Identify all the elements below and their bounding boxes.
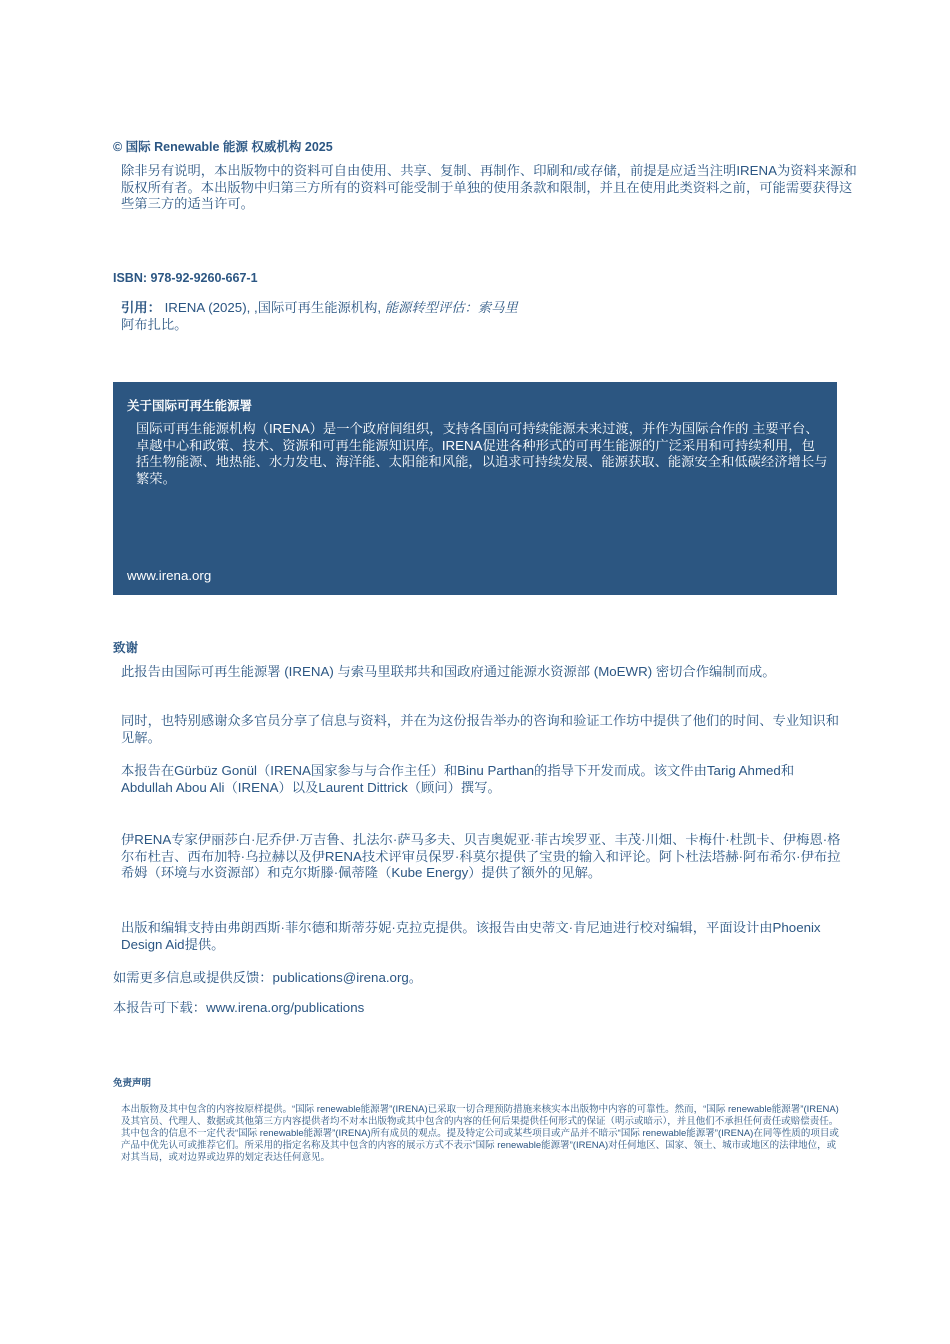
acknowledgements-title: 致谢 xyxy=(113,641,139,655)
citation-title: 能源转型评估：索马里 xyxy=(384,300,518,315)
isbn: ISBN: 978-92-9260-667-1 xyxy=(113,271,258,285)
citation-place: 阿布扎比。 xyxy=(121,316,188,332)
about-url-link[interactable]: www.irena.org xyxy=(127,568,212,583)
disclaimer-text: 本出版物及其中包含的内容按原样提供。“国际 renewable能源署”(IRENA)已采取一切合理预防措施来核实本出版物中内容的可靠性。然而，“国际 renewable能源署”(IRENA)及其官员、代理人、数据或其他第三方内容提供者均不对本出版物或其中包含的内容的任何后果提供任何形式的保证（明示或暗示），并且他们不承担任何责任或赔偿责任。其中包含的信息不一定代表“国际 renewable能源署”(IRENA)所有成员的观点。提及特定公司或某些项目或产品并不暗示“国际 renewable能源署”(IRENA)在同等性质的项目或产品中优先认可或推荐它们。所采用的指定名称及其中包含的内容的展示方式不表示“国际 renewable能源署”(IRENA)对任何地区、国家、领土、城市或地区的法律地位，或对其当局，或对边界或边界的划定表达任何意见。 xyxy=(121,1103,839,1163)
citation-text: IRENA (2025), ,国际可再生能源机构, xyxy=(164,300,382,315)
ack-paragraph-3: 本报告在Gürbüz Gonül（IRENA国家参与与合作主任）和Binu Parthan的指导下开发而成。该文件由Tarig Ahmed和Abdullah Abou Ali（IRENA）以及Laurent Dittrick（顾问）撰写。 xyxy=(121,763,795,795)
ack-paragraph-5: 出版和编辑支持由弗朗西斯·菲尔德和斯蒂芬妮·克拉克提供。该报告由史蒂文·肯尼迪进行校对编辑，平面设计由Phoenix Design Aid提供。 xyxy=(121,920,821,952)
citation xyxy=(121,300,721,333)
ack-paragraph-4: 伊RENA专家伊丽莎白·尼乔伊·万吉鲁、扎法尔·萨马多夫、贝吉奥妮亚·菲古埃罗亚、丰茂·川畑、卡梅什·杜凯卡、伊梅恩·格尔布杜吉、西布加特·乌拉赫以及伊RENA技术评审员保罗·科莫尔提供了宝贵的输入和评论。阿卜杜法塔赫·阿布希尔·伊布拉希姆（环境与水资源部）和克尔斯滕·佩蒂隆（Kube Energy）提供了额外的见解。 xyxy=(121,832,841,880)
contact-line: 如需更多信息或提供反馈：publications@irena.org。 xyxy=(113,970,423,985)
about-irena-box xyxy=(113,382,837,595)
copyright-text: 除非另有说明，本出版物中的资料可自由使用、共享、复制、再制作、印刷和/或存储，前提是应适当注明IRENA为资料来源和版权所有者。本出版物中归第三方所有的资料可能受制于单独的使用条款和限制，并且在使用此类资料之前，可能需要获得这些第三方的适当许可。 xyxy=(121,163,857,211)
about-title: 关于国际可再生能源署 xyxy=(127,399,253,413)
ack-paragraph-2: 同时，也特别感谢众多官员分享了信息与资料，并在为这份报告举办的咨询和验证工作坊中提供了他们的时间、专业知识和见解。 xyxy=(121,713,840,745)
about-text: 国际可再生能源机构（IRENA）是一个政府间组织，支持各国向可持续能源未来过渡，并作为国际合作的 主要平台、卓越中心和政策、技术、资源和可再生能源知识库。IRENA促进各种形式的可再生能源的广泛采用和可持续利用，包括生物能源、地热能、水力发电、海洋能、太阳能和风能，以追求可持续发展、能源获取、能源安全和低碳经济增长与繁荣。 xyxy=(136,421,828,486)
disclaimer-title: 免责声明 xyxy=(113,1078,152,1089)
citation-label: 引用： xyxy=(121,300,161,315)
copyright-title: © 国际 Renewable 能源 权威机构 2025 xyxy=(113,140,333,154)
download-line: 本报告可下载：www.irena.org/publications xyxy=(113,1000,365,1015)
ack-paragraph-1: 此报告由国际可再生能源署 (IRENA) 与索马里联邦共和国政府通过能源水资源部 (MoEWR) 密切合作编制而成。 xyxy=(121,664,776,679)
